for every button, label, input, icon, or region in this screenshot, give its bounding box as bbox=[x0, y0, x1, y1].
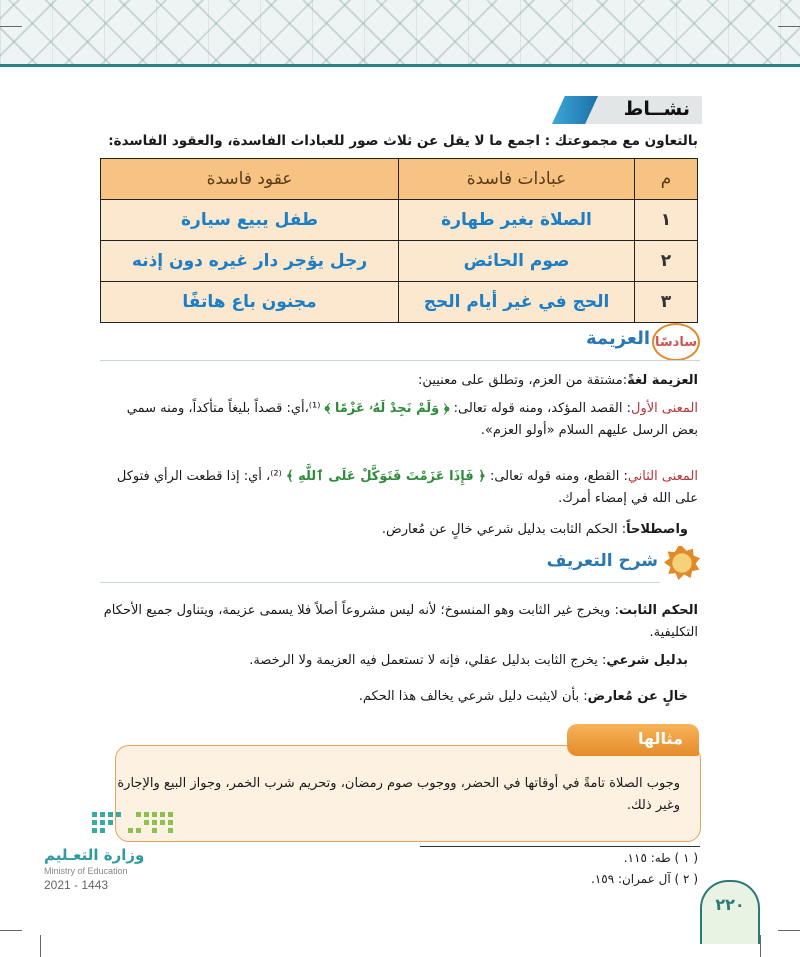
crop-mark bbox=[778, 26, 800, 27]
cell-uqud: طفل يبيع سيارة bbox=[101, 200, 399, 241]
row-num: ٣ bbox=[635, 282, 698, 323]
istilah-label: واصطلاحاً bbox=[626, 522, 688, 537]
sharh-3-text: : بأن لايثبت دليل شرعي يخالف هذا الحكم. bbox=[358, 689, 588, 704]
cell-ibadat: الحج في غير أيام الحج bbox=[399, 282, 635, 323]
col-header-ibadat: عبادات فاسدة bbox=[399, 159, 635, 200]
meaning-1-paragraph bbox=[100, 398, 698, 442]
col-header-uqud: عقود فاسدة bbox=[101, 159, 399, 200]
table-row bbox=[101, 200, 698, 241]
ministry-logo-icon bbox=[92, 808, 180, 836]
crop-mark bbox=[0, 26, 22, 27]
example-title: مثالها bbox=[637, 729, 683, 748]
table-row bbox=[101, 241, 698, 282]
sharh-1-text: : ويخرج غير الثابت وهو المنسوخ؛ لأنه ليس مشروعاً أصلاً فلا يسمى عزيمة، ويتناول جميع الأحكام التكليفية. bbox=[103, 603, 698, 640]
section-divider bbox=[100, 360, 700, 361]
decorative-banner bbox=[0, 0, 800, 66]
cell-uqud: مجنون باع هاتفًا bbox=[101, 282, 399, 323]
footnote-divider bbox=[420, 846, 700, 847]
cell-uqud: رجل يؤجر دار غيره دون إذنه bbox=[101, 241, 399, 282]
footnote-2: ( ٢ ) آل عمران: ١٥٩. bbox=[590, 872, 698, 886]
lugha-text: :مشتقة من العزم، وتطلق على معنيين: bbox=[418, 373, 628, 388]
meaning-2-label: المعنى الثاني bbox=[627, 469, 698, 484]
sharh-3-label: خالٍ عن مُعارض bbox=[587, 689, 688, 704]
footnote-1: ( ١ ) طه: ١١٥. bbox=[623, 851, 698, 865]
ministry-name-ar: وزارة التعـليم bbox=[44, 846, 145, 864]
cell-ibadat: صوم الحائض bbox=[399, 241, 635, 282]
sharh-title: شرح التعريف bbox=[546, 551, 658, 571]
sharh-2-text: : يخرج الثابت بدليل عقلي، فإنه لا تستعمل فيه العزيمة ولا الرخصة. bbox=[249, 653, 607, 668]
table-row bbox=[101, 282, 698, 323]
example-tab bbox=[567, 724, 699, 756]
crop-mark bbox=[778, 930, 800, 931]
row-num: ٢ bbox=[635, 241, 698, 282]
meaning-1-ayah: ﴿ وَلَمْ نَجِدْ لَهُۥ عَزْمًا ﴾ bbox=[324, 401, 450, 416]
sharh-paragraph-2 bbox=[90, 650, 688, 672]
meaning-1-text-a: : القصد المؤكد، ومنه قوله تعالى: bbox=[449, 401, 631, 416]
meaning-2-text-a: : القطع، ومنه قوله تعالى: bbox=[485, 469, 628, 484]
section-title: العزيمة bbox=[585, 328, 650, 349]
meaning-1-text-b: ⁽¹⁾،أي: قصداً بليغاً متأكداً، ومنه سمي بعض الرسل عليهم السلام «أولو العزم». bbox=[126, 401, 698, 438]
sharh-paragraph-3 bbox=[90, 686, 688, 708]
col-header-num: م bbox=[635, 159, 698, 200]
activity-tag-label: نشــاط bbox=[623, 98, 690, 120]
row-num: ١ bbox=[635, 200, 698, 241]
banner-divider bbox=[0, 64, 800, 67]
activity-tag bbox=[566, 96, 702, 124]
octagon-badge-icon bbox=[664, 546, 700, 580]
sharh-paragraph-1 bbox=[100, 600, 698, 644]
crop-mark bbox=[40, 935, 41, 957]
sharh-1-label: الحكم الثابت bbox=[618, 603, 698, 618]
lugha-label: العزيمة لغةً bbox=[627, 373, 698, 388]
section-badge: سادسًا bbox=[652, 323, 700, 361]
table-header-row bbox=[101, 159, 698, 200]
sharh-divider bbox=[100, 582, 660, 583]
tag-arrow-icon bbox=[552, 96, 598, 124]
example-text: وجوب الصلاة تامةً في أوقاتها في الحضر، ووجوب صوم رمضان، وتحريم شرب الخمر، وجواز البيع والإجارة وغير ذلك. bbox=[117, 776, 680, 813]
meaning-2-paragraph bbox=[100, 466, 698, 510]
cell-ibadat: الصلاة بغير طهارة bbox=[399, 200, 635, 241]
crop-mark bbox=[0, 930, 22, 931]
istilah-paragraph bbox=[90, 519, 688, 541]
lugha-paragraph bbox=[100, 370, 698, 392]
ministry-name-en: Ministry of Education bbox=[44, 866, 128, 876]
meaning-2-ayah: ﴿ فَإِذَا عَزَمْتَ فَتَوَكَّلْ عَلَى ٱللَّهِ ﴾ bbox=[285, 469, 486, 484]
istilah-text: : الحكم الثابت بدليل شرعي خالٍ عن مُعارض. bbox=[381, 522, 627, 537]
meaning-1-label: المعنى الأول bbox=[631, 401, 698, 416]
meaning-2-text-b: ⁽²⁾، أي: إذا قطعت الرأي فتوكل على الله في إمضاء أمرك. bbox=[116, 469, 698, 506]
page-number: ٢٢٠ bbox=[700, 880, 760, 944]
activity-instruction: بالتعاون مع مجموعتك : اجمع ما لا يقل عن ثلاث صور للعبادات الفاسدة، والعقود الفاسدة: bbox=[108, 133, 698, 149]
edition-year: 2021 - 1443 bbox=[44, 878, 109, 892]
crop-mark bbox=[760, 935, 761, 957]
sharh-2-label: بدليل شرعي bbox=[606, 653, 688, 668]
activity-table bbox=[100, 158, 698, 323]
